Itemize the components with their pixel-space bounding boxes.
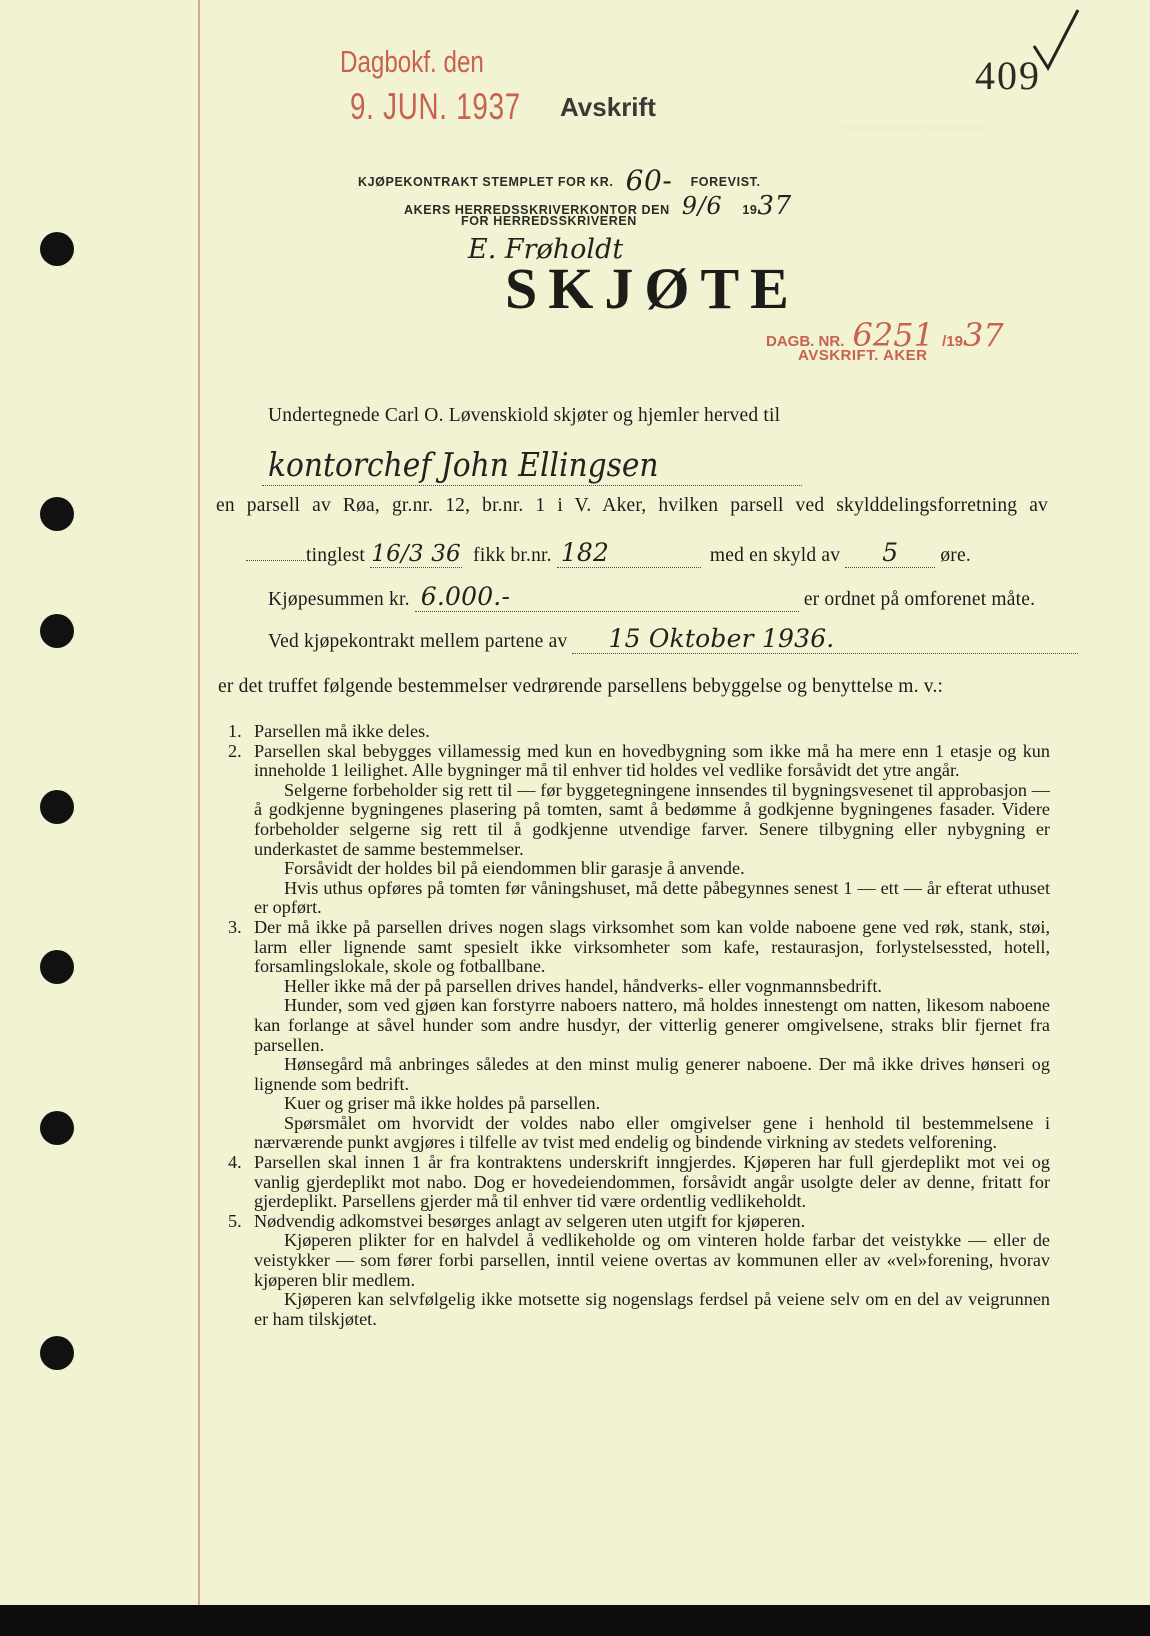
dagb-year: 37	[962, 316, 1004, 354]
clause-3-paragraph: Heller ikke må der på parsellen drives handel, håndverks- eller vognmannsbedrift.	[284, 975, 882, 996]
clause-3-paragraph: Hunder, som ved gjøen kan forstyrre naboers nattero, må holdes innestengt om natten, likesom naboene kan forlange at såvel hunder som andre husdyr, der vitterlig generer omgivelsene, straks blir fjernet fra parsellen.	[254, 995, 1050, 1055]
margin-line	[198, 0, 200, 1605]
dagbok-stamp-line1: Dagbokf. den	[340, 44, 484, 79]
clause-3-paragraph: Spørsmålet om hvorvidt der voldes nabo eller omgivelser gene i henhold til bestemmelsene i nærværende punkt avgjøres i tilfelle av tvist med endelig og bindende virkning av stedets velforening.	[254, 1112, 1050, 1153]
purchase-price-line: Kjøpesummen kr. 6.000.- er ordnet på omforenet måte.	[268, 582, 1036, 611]
tinglest-line: tinglest 16/3 36 fikk br.nr. 182 med en skyld av 5 øre.	[246, 538, 971, 568]
punch-hole	[40, 1111, 74, 1145]
provisions-intro: er det truffet følgende bestemmelser vedrørende parsellens bebyggelse og benyttelse m. v.:	[218, 676, 944, 697]
tinglest-date: 16/3 36	[371, 541, 461, 567]
clause-3: 3. Der må ikke på parsellen drives nogen slags virksomhet som kan volde naboene gene ved røk, stank, støi, larm eller lignende samt spesielt ikke virksomheter som kafe, restaurasjon, forlystelsessted, hotell, forsamlingslokale, skole og fotballbane.	[228, 916, 1050, 977]
clause-2-paragraph: Hvis uthus opføres på tomten før våningshuset, må dette påbegynnes senest 1 — ett — år efterat uthuset er opført.	[254, 877, 1050, 918]
buyer-line	[262, 485, 802, 486]
buyer-name: kontorchef John Ellingsen	[268, 445, 659, 484]
contract-stamp-line1: KJØPEKONTRAKT STEMPLET FOR KR. 60- FOREVIST.	[358, 164, 761, 197]
contract-stamp-line3: FOR HERREDSSKRIVEREN	[461, 214, 637, 228]
clause-5-paragraph: Kjøperen plikter for en halvdel å vedlikeholde og om vinteren holde farbar det veistykke — eller de veistykker — som fører forbi parsellen, inntil veiene overtas av kommunen eller av «vel»forening, hvorav kjøperen blir medlem.	[254, 1230, 1050, 1290]
avskrift-label: Avskrift	[560, 92, 656, 122]
dagb-nr-stamp: DAGB. NR. 6251 /1937	[766, 316, 1004, 354]
clause-2-paragraph: Forsåvidt der holdes bil på eiendommen blir garasje å anvende.	[284, 858, 745, 879]
contract-stamp-line2: AKERS HERREDSSKRIVERKONTOR DEN 9/6 1937	[404, 191, 792, 221]
intro-line: Undertegnede Carl O. Løvenskiold skjøter og hjemler herved til	[268, 405, 781, 426]
clause-5: 5. Nødvendig adkomstvei besørges anlagt av selgeren uten utgift for kjøperen.	[228, 1210, 806, 1231]
clauses-section	[228, 722, 1050, 1329]
page-number: 409	[975, 53, 1041, 98]
clause-4: 4. Parsellen skal innen 1 år fra kontraktens underskrift inngjerdes. Kjøperen har full gjerdeplikt mot vei og vanlig gjerdeplikt mot nabo. Dog er hovedeiendommen, forsåvidt angår usolgte deler av denne, fritatt for gjerdeplikt. Parsellens gjerder må til enhver tid være ordentlig vedlikeholdt.	[228, 1152, 1050, 1212]
punch-hole	[40, 950, 74, 984]
bleed-through-text: ≡≡≡≡≡≡≡≡≡≡≡≡≡≡≡≡≡≡≡≡	[840, 120, 987, 135]
registrar-signature: E. Frøholdt	[468, 234, 624, 265]
clause-1: 1. Parsellen må ikke deles.	[228, 721, 430, 741]
purchase-price: 6.000.-	[415, 582, 799, 612]
stamp-year: 37	[757, 191, 792, 221]
check-mark-icon	[1032, 6, 1082, 76]
clause-2-paragraph: Selgerne forbeholder sig rett til — før byggetegningene innsendes til bygningsvesenet til approbasjon — å godkjenne bygningenes plasering på tomten, samt å bedømme å godkjenne bygningenes fasader. Videre forbeholder selgerne sig rett til å godkjenne utvendige farver. Senere tilbygning eller nybygning er underkastet de samme bestemmelser.	[254, 779, 1050, 859]
clause-3-paragraph: Kuer og griser må ikke holdes på parsellen.	[284, 1093, 601, 1114]
clause-2: 2. Parsellen skal bebygges villamessig med kun en hovedbygning som ikke må ha mere enn 1 etasje og kun inneholde 1 leilighet. Alle bygninger må til enhver tid holdes vel vedlike forsåvidt det ytre angår.	[228, 740, 1050, 781]
contract-date-line: Ved kjøpekontrakt mellem partene av 15 Oktober 1936.	[268, 624, 1078, 654]
stamp-date: 9/6	[681, 192, 723, 220]
contract-date: 15 Oktober 1936.	[572, 624, 1078, 654]
dagb-number: 6251	[852, 316, 934, 354]
brnr-value: 182	[557, 538, 701, 568]
punch-hole	[40, 232, 74, 266]
document-title: SKJØTE	[505, 256, 800, 321]
stamp-amount: 60-	[625, 164, 673, 197]
punch-hole	[40, 497, 74, 531]
scan-bottom-edge	[0, 1605, 1150, 1636]
punch-hole	[40, 1336, 74, 1370]
clause-5-paragraph: Kjøperen kan selvfølgelig ikke motsette sig nogenslags ferdsel på veiene selv om en del av veigrunnen er ham tilskjøtet.	[254, 1289, 1050, 1329]
avskrift-aker-stamp: AVSKRIFT. AKER	[798, 347, 928, 364]
clause-3-paragraph: Hønsegård må anbringes således at den minst mulig generer naboene. Der må ikke drives hønseri og lignende som bedrift.	[254, 1054, 1050, 1094]
punch-hole	[40, 614, 74, 648]
dagbok-stamp-date: 9. JUN. 1937	[350, 86, 521, 127]
punch-hole	[40, 790, 74, 824]
parcel-line: en parsell av Røa, gr.nr. 12, br.nr. 1 i V. Aker, hvilken parsell ved skylddelingsforretning av	[216, 495, 1048, 516]
skyld-value: 5	[845, 538, 935, 568]
